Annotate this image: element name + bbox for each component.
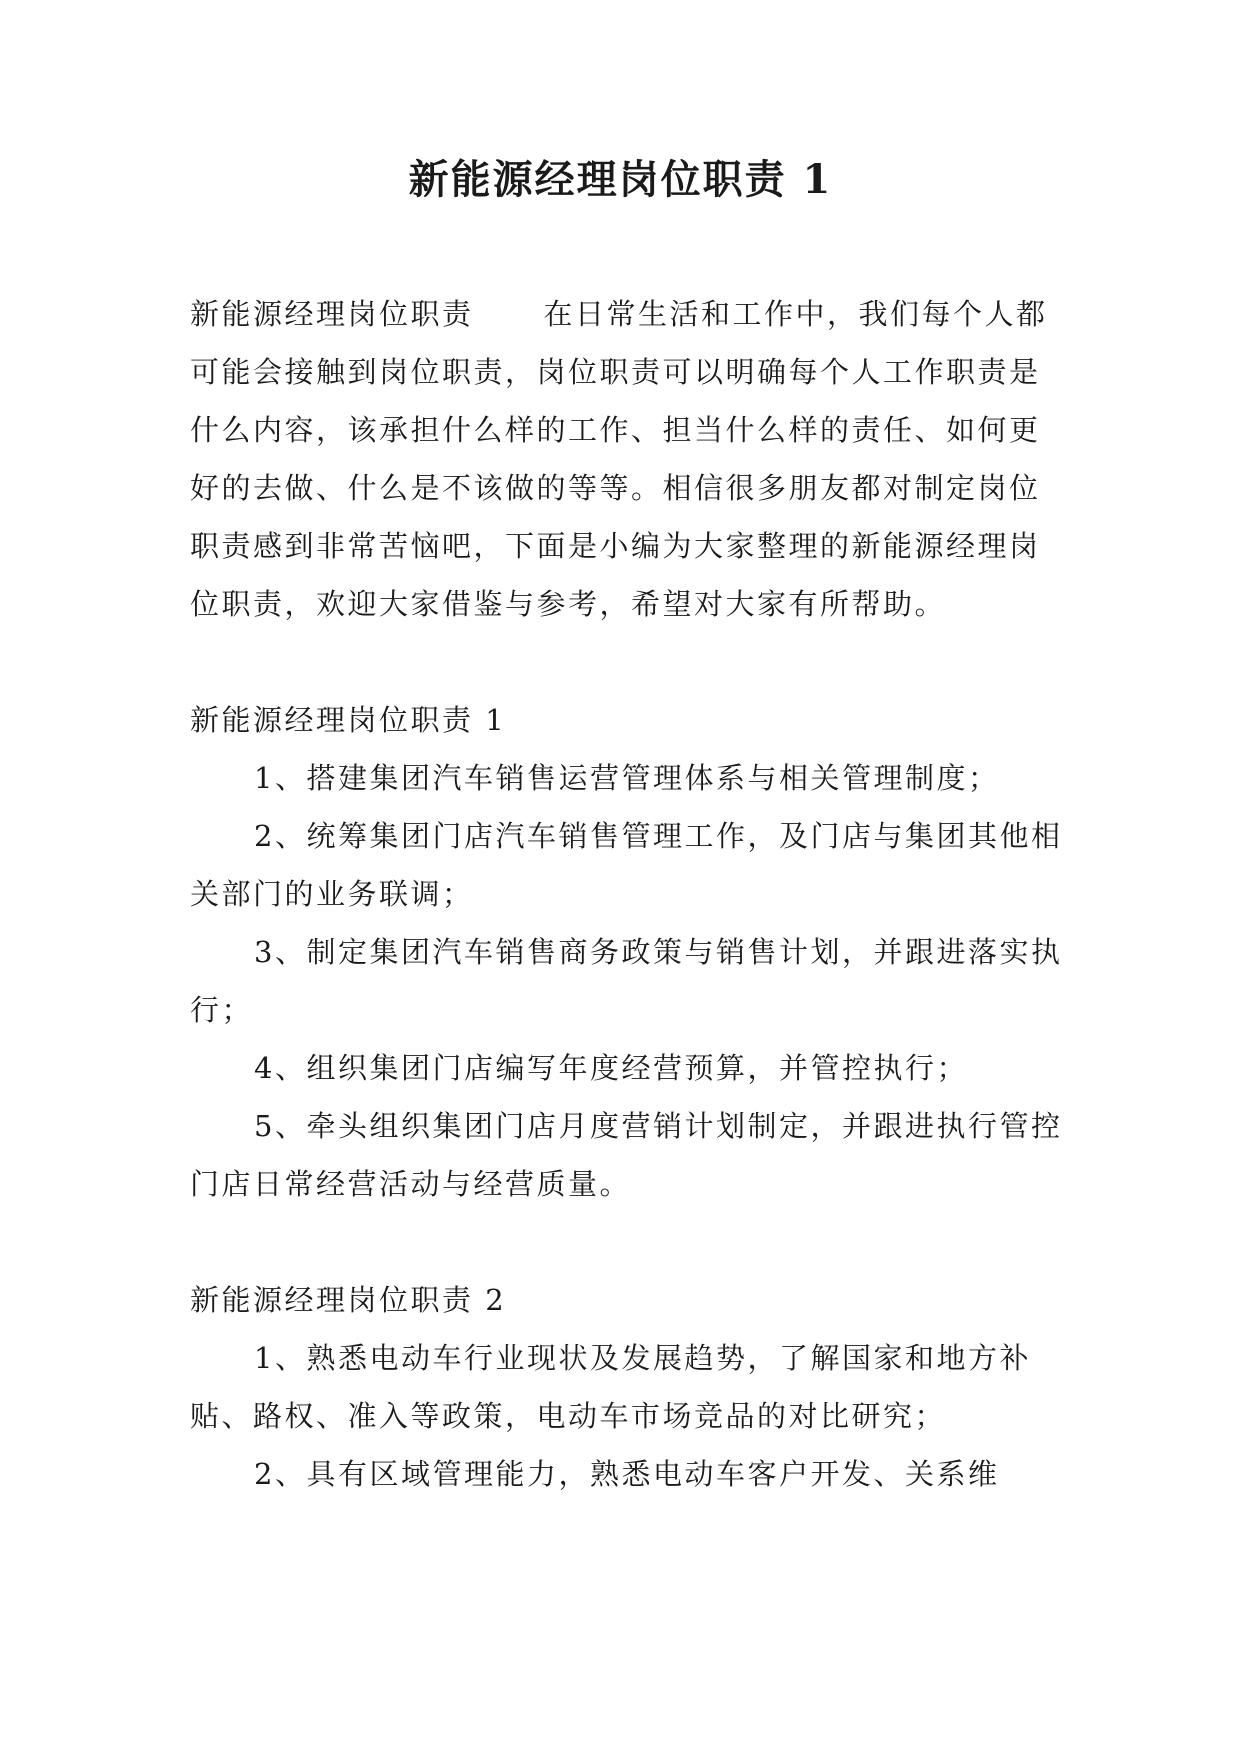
- list-item: 2、具有区域管理能力，熟悉电动车客户开发、关系维: [254, 1457, 1000, 1491]
- section-heading: 新能源经理岗位职责 1: [190, 703, 507, 737]
- document-body: [190, 285, 1070, 1561]
- list-item: 4、组织集团门店编写年度经营预算，并管控执行；: [254, 1051, 968, 1085]
- section-1: [190, 691, 1070, 1213]
- document-title: 新能源经理岗位职责 1: [408, 156, 833, 203]
- list-item: 3、制定集团汽车销售商务政策与销售计划，并跟进落实执行；: [190, 935, 1063, 1027]
- intro-text: 在日常生活和工作中，我们每个人都可能会接触到岗位职责，岗位职责可以明确每个人工作职责是什么内容，该承担什么样的工作、担当什么样的责任、如何更好的去做、什么是不该做的等等。相信很多朋友都对制定岗位职责感到非常苦恼吧，下面是小编为大家整理的新能源经理岗位职责，欢迎大家借鉴与参考，希望对大家有所帮助。: [190, 297, 1048, 621]
- list-item: 1、熟悉电动车行业现状及发展趋势，了解国家和地方补贴、路权、准入等政策，电动车市场竞品的对比研究；: [190, 1341, 1031, 1433]
- section-heading: 新能源经理岗位职责 2: [190, 1283, 507, 1317]
- intro-lead: 新能源经理岗位职责: [190, 297, 474, 331]
- list-item: 2、统筹集团门店汽车销售管理工作，及门店与集团其他相关部门的业务联调；: [190, 819, 1063, 911]
- intro-paragraph: [190, 285, 1070, 633]
- list-item: 1、搭建集团汽车销售运营管理体系与相关管理制度；: [254, 761, 1000, 795]
- list-item: 5、牵头组织集团门店月度营销计划制定，并跟进执行管控门店日常经营活动与经营质量。: [190, 1109, 1063, 1201]
- section-2: [190, 1271, 1070, 1503]
